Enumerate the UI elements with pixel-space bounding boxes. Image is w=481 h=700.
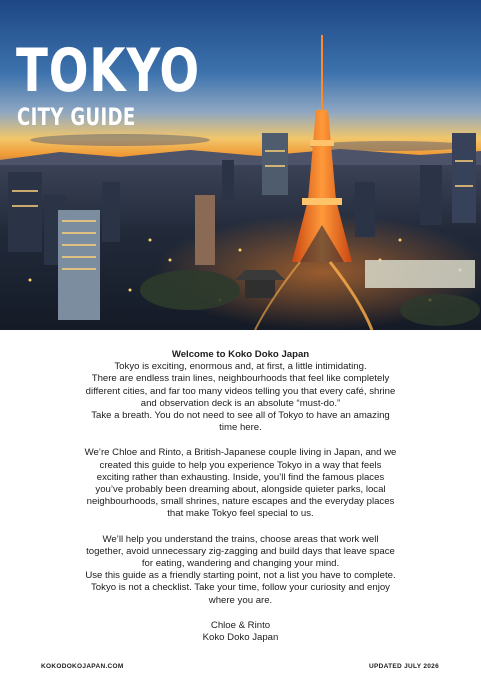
- text-line: neighbourhoods, small shrines, nature escapes and the everyday places: [86, 496, 395, 508]
- text-line: There are endless train lines, neighbourhoods that feel like completely: [91, 373, 390, 385]
- text-line: Tokyo is exciting, enormous and, at first, a little intimidating.: [114, 361, 367, 373]
- intro-heading: Welcome to Koko Doko Japan: [171, 349, 310, 360]
- footer-website: KOKODOKOJAPAN.COM: [41, 663, 124, 670]
- guide-title: TOKYO: [16, 36, 200, 106]
- text-line: you’ve probably been dreaming about, alongside quieter parks, local: [95, 484, 386, 496]
- text-line: different cities, and far too many videos telling you that every café, shrine: [85, 385, 396, 397]
- intro-paragraph-3: [30, 534, 451, 607]
- intro-paragraph-2: [30, 447, 451, 520]
- text-line: Use this guide as a friendly starting point, not a list you have to complete.: [85, 570, 396, 582]
- text-line: exciting rather than exhausting. Inside, you’ll find the famous places: [96, 471, 385, 483]
- guide-subtitle: CITY GUIDE: [17, 103, 136, 131]
- text-line: time here.: [219, 422, 262, 434]
- signature-brand: Koko Doko Japan: [202, 632, 279, 644]
- intro-paragraph-1: [30, 349, 451, 434]
- signature: [30, 620, 451, 644]
- footer-updated: UPDATED JULY 2026: [369, 663, 440, 670]
- text-line: Tokyo is not a checklist. Take your time, follow your curiosity and enjoy: [91, 582, 390, 594]
- text-line: We’ll help you understand the trains, choose areas that work well: [102, 533, 379, 545]
- hero-image: [0, 0, 481, 330]
- text-line: where you are.: [208, 594, 273, 606]
- text-line: Take a breath. You do not need to see all of Tokyo to have an amazing: [91, 410, 390, 422]
- text-line: that make Tokyo feel special to us.: [167, 508, 314, 520]
- text-line: We’re Chloe and Rinto, a British-Japanese couple living in Japan, and we: [84, 447, 397, 459]
- intro-text: [30, 349, 451, 657]
- text-line: for eating, wandering and changing your mind.: [141, 558, 340, 570]
- text-line: created this guide to help you experience Tokyo in a way that feels: [99, 459, 382, 471]
- text-line: and observation deck is an absolute “must-do.”: [140, 397, 341, 409]
- signature-names: Chloe & Rinto: [210, 619, 271, 631]
- text-line: together, avoid unnecessary zig-zagging and build days that leave space: [86, 545, 395, 557]
